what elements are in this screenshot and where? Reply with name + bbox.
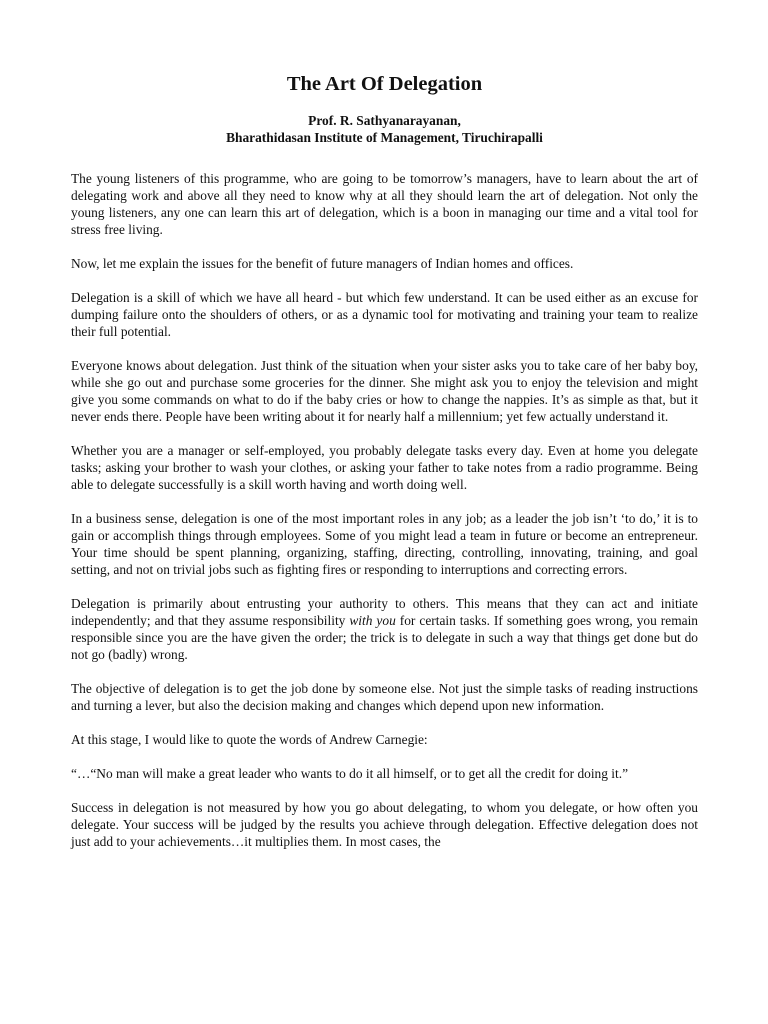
- paragraph-explain: Now, let me explain the issues for the benefit of future managers of Indian homes and offices.: [71, 256, 574, 271]
- paragraph-everyone-knows: Everyone knows about delegation. Just think of the situation when your sister asks you to take care of her baby boy, while she go out and purchase some groceries for the dinner. She might ask you to enjoy the television and might give you some commands on what to do if the baby cries or how to change the nappies. It’s as simple as that, but it never ends there. People have been writing about it for nearly half a millennium; yet few actually understand it.: [71, 358, 698, 424]
- paragraph-intro: The young listeners of this programme, who are going to be tomorrow’s managers, have to learn about the art of delegating work and above all they need to know why at all they should learn the art of delegation. Not only the young listeners, any one can learn this art of delegation, which is a boon in managing our time and a vital tool for stress free living.: [71, 171, 698, 237]
- document-page: [71, 70, 698, 850]
- author-block: [71, 112, 698, 146]
- emphasis-text: with you: [349, 613, 396, 628]
- paragraph-skill: Delegation is a skill of which we have all heard - but which few understand. It can be used either as an excuse for dumping failure onto the shoulders of others, or as a dynamic tool for motivating and training your team to realize their full potential.: [71, 290, 698, 339]
- paragraph-self-employed: Whether you are a manager or self-employed, you probably delegate tasks every day. Even at home you delegate tasks; asking your brother to wash your clothes, or asking your father to take notes from a radio programme. Being able to delegate successfully is a skill worth having and worth doing well.: [71, 443, 698, 492]
- paragraph-entrusting-authority: [71, 595, 698, 663]
- paragraph-text: Delegation is primarily about entrusting your authority to others. This means that they can act and initiate independently; and that they assume responsibility: [71, 596, 698, 628]
- paragraph-quote-intro: At this stage, I would like to quote the words of Andrew Carnegie:: [71, 732, 428, 747]
- author-affiliation: Bharathidasan Institute of Management, Tiruchirapalli: [226, 130, 543, 145]
- paragraph-success: Success in delegation is not measured by how you go about delegating, to whom you delegate, or how often you delegate. Your success will be judged by the results you achieve through delegation. Effective delegation does not just add to your achievements…it multiplies them. In most cases, the: [71, 800, 698, 849]
- paragraph-business-sense: In a business sense, delegation is one of the most important roles in any job; as a leader the job isn’t ‘to do,’ it is to gain or accomplish things through employees. Some of you might lead a team in future or become an entrepreneur. Your time should be spent planning, organizing, staffing, directing, controlling, innovating, training, and goal setting, and not on trivial jobs such as fighting fires or responding to interruptions and correcting errors.: [71, 511, 698, 577]
- paragraph-carnegie-quote: “…“No man will make a great leader who wants to do it all himself, or to get all the credit for doing it.”: [71, 766, 629, 781]
- document-title: The Art Of Delegation: [286, 73, 483, 95]
- paragraph-objective: The objective of delegation is to get the job done by someone else. Not just the simple tasks of reading instructions and turning a lever, but also the decision making and changes which depend upon new information.: [71, 681, 698, 713]
- author-name: Prof. R. Sathyanarayanan,: [308, 113, 461, 128]
- paragraph-text: for certain tasks. If something goes wrong, you remain responsible since you are the have given the order; the trick is to delegate in such a way that things get done but do not go (badly) wrong.: [71, 613, 698, 662]
